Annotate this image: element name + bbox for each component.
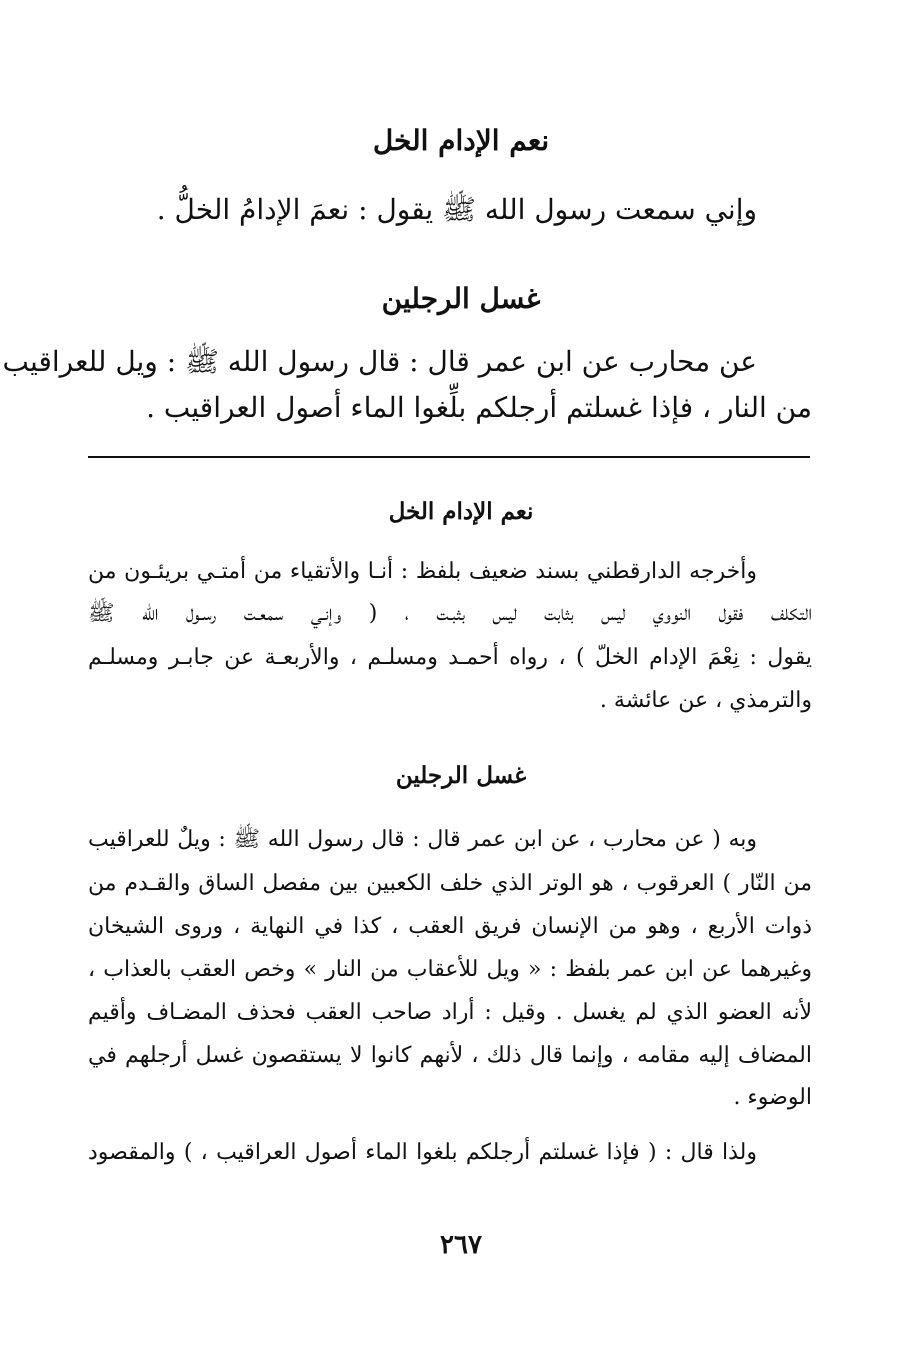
commentary-line: ولذا قال : ( فإذا غسلتم أرجلكم بلغوا الماء أصول العراقيب ، ) والمقصود [88, 1140, 757, 1165]
page-number: ٢٦٧ [440, 1230, 482, 1260]
main-text-line: وإني سمعت رسول الله ﷺ يقول : نعمَ الإدامُ الخلُّ . [156, 193, 757, 226]
commentary-line: وأخرجه الدارقطني بسند ضعيف بلفظ : أنـا والأتقياء من أمتـي بريئـون من [88, 559, 757, 584]
commentary-line: وغيرهما عن ابن عمر بلفظ : « ويل للأعقاب من النار » وخص العقب بالعذاب ، [88, 957, 812, 982]
commentary-line: الوضوء . [733, 1085, 812, 1110]
commentary-line: ذوات الأربع ، وهو من الإنسان فريق العقب ، كذا في النهاية ، وروى الشيخان [88, 914, 812, 939]
main-heading-washing-feet: غسل الرجلين [381, 282, 541, 315]
commentary-line: التكلف فقول النووي ليس بثابت ليس بثبـت ، ( وإنـي سمعـت رسـول الله ﷺ [88, 601, 812, 626]
commentary-line: من النّار ) العرقوب ، هو الوتر الذي خلف الكعبين بين مفصل الساق والقـدم من [88, 871, 812, 896]
commentary-line: وبه ( عن محارب ، عن ابن عمر قال : قال رسول الله ﷺ : ويلٌ للعراقيب [88, 827, 757, 852]
commentary-line: يقول : نِعْمَ الإدام الخلّ ) ، رواه أحمـد ومسلـم ، والأربعـة عن جابـر ومسلـم [88, 645, 812, 670]
commentary-heading-washing-feet: غسل الرجلين [395, 762, 527, 789]
main-heading-vinegar: نعم الإدام الخل [372, 124, 550, 157]
main-text-line: عن محارب عن ابن عمر قال : قال رسول الله ﷺ : ويل للعراقيب [2, 345, 757, 378]
main-text-line: من النار ، فإذا غسلتم أرجلكم بلِّغوا الماء أصول العراقيب . [146, 391, 812, 424]
commentary-heading-vinegar: نعم الإدام الخل [388, 498, 534, 525]
commentary-line: لأنه العضو الذي لم يغسل . وقيل : أراد صاحب العقب فحذف المضـاف وأقيم [88, 1000, 812, 1025]
commentary-line: المضاف إليه مقامه ، وإنما قال ذلك ، لأنهم كانوا لا يستقصون غسل أرجلهم في [88, 1043, 812, 1068]
section-divider [88, 456, 810, 458]
commentary-line: والترمذي ، عن عائشة . [599, 688, 812, 713]
